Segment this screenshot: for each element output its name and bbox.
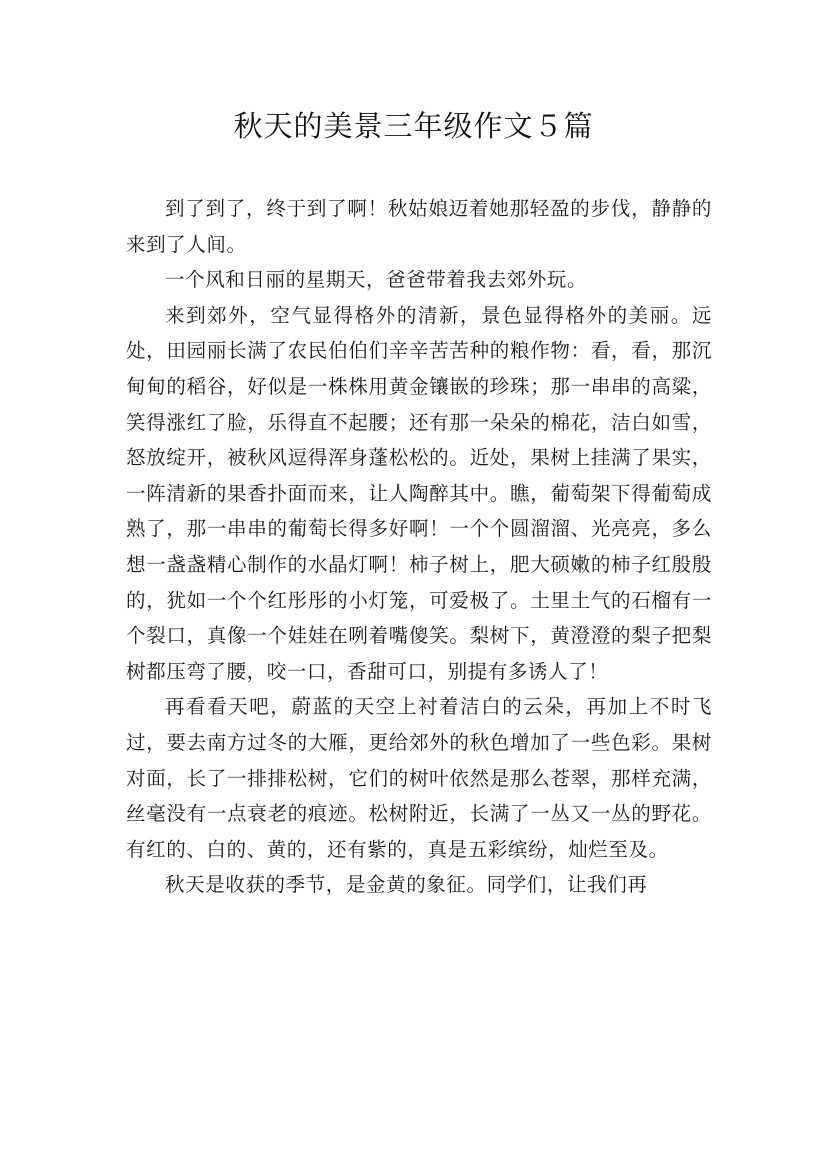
paragraph: 再看看天吧，蔚蓝的天空上衬着洁白的云朵，再加上不时飞过，要去南方过冬的大雁，更给郊外的秋色增加了一些色彩。果树对面，长了一排排松树，它们的树叶依然是那么苍翠，那样充满，丝毫没有一点衰老的痕迹。松树附近，长满了一丛又一丛的野花。有红的、白的、黄的，还有紫的，真是五彩缤纷，灿烂至及。 (126, 695, 712, 861)
paragraph: 到了到了，终于到了啊！秋姑娘迈着她那轻盈的步伐，静静的来到了人间。 (126, 197, 712, 256)
document-body (126, 191, 712, 903)
paragraph: 秋天是收获的季节，是金黄的象征。同学们，让我们再 (165, 873, 648, 897)
paragraph: 一个风和日丽的星期天，爸爸带着我去郊外玩。 (165, 268, 588, 292)
document-title: 秋天的美景三年级作文５篇 (233, 109, 594, 143)
paragraph: 来到郊外，空气显得格外的清新，景色显得格外的美丽。远处，田园丽长满了农民伯伯们辛辛苦苦种的粮作物：看，看，那沉甸甸的稻谷，好似是一株株用黄金镶嵌的珍珠；那一串串的高粱，笑得涨红了脸，乐得直不起腰；还有那一朵朵的棉花，洁白如雪，怒放绽开，被秋风逗得浑身蓬松松的。近处，果树上挂满了果实，一阵清新的果香扑面而来，让人陶醉其中。瞧，葡萄架下得葡萄成熟了，那一串串的葡萄长得多好啊！一个个圆溜溜、光亮亮，多么想一盏盏精心制作的水晶灯啊！柿子树上，肥大硕嫩的柿子红殷殷的，犹如一个个红彤彤的小灯笼，可爱极了。土里土气的石榴有一个裂口，真像一个娃娃在咧着嘴傻笑。梨树下，黄澄澄的梨子把梨树都压弯了腰，咬一口，香甜可口，别提有多诱人了！ (126, 303, 712, 683)
